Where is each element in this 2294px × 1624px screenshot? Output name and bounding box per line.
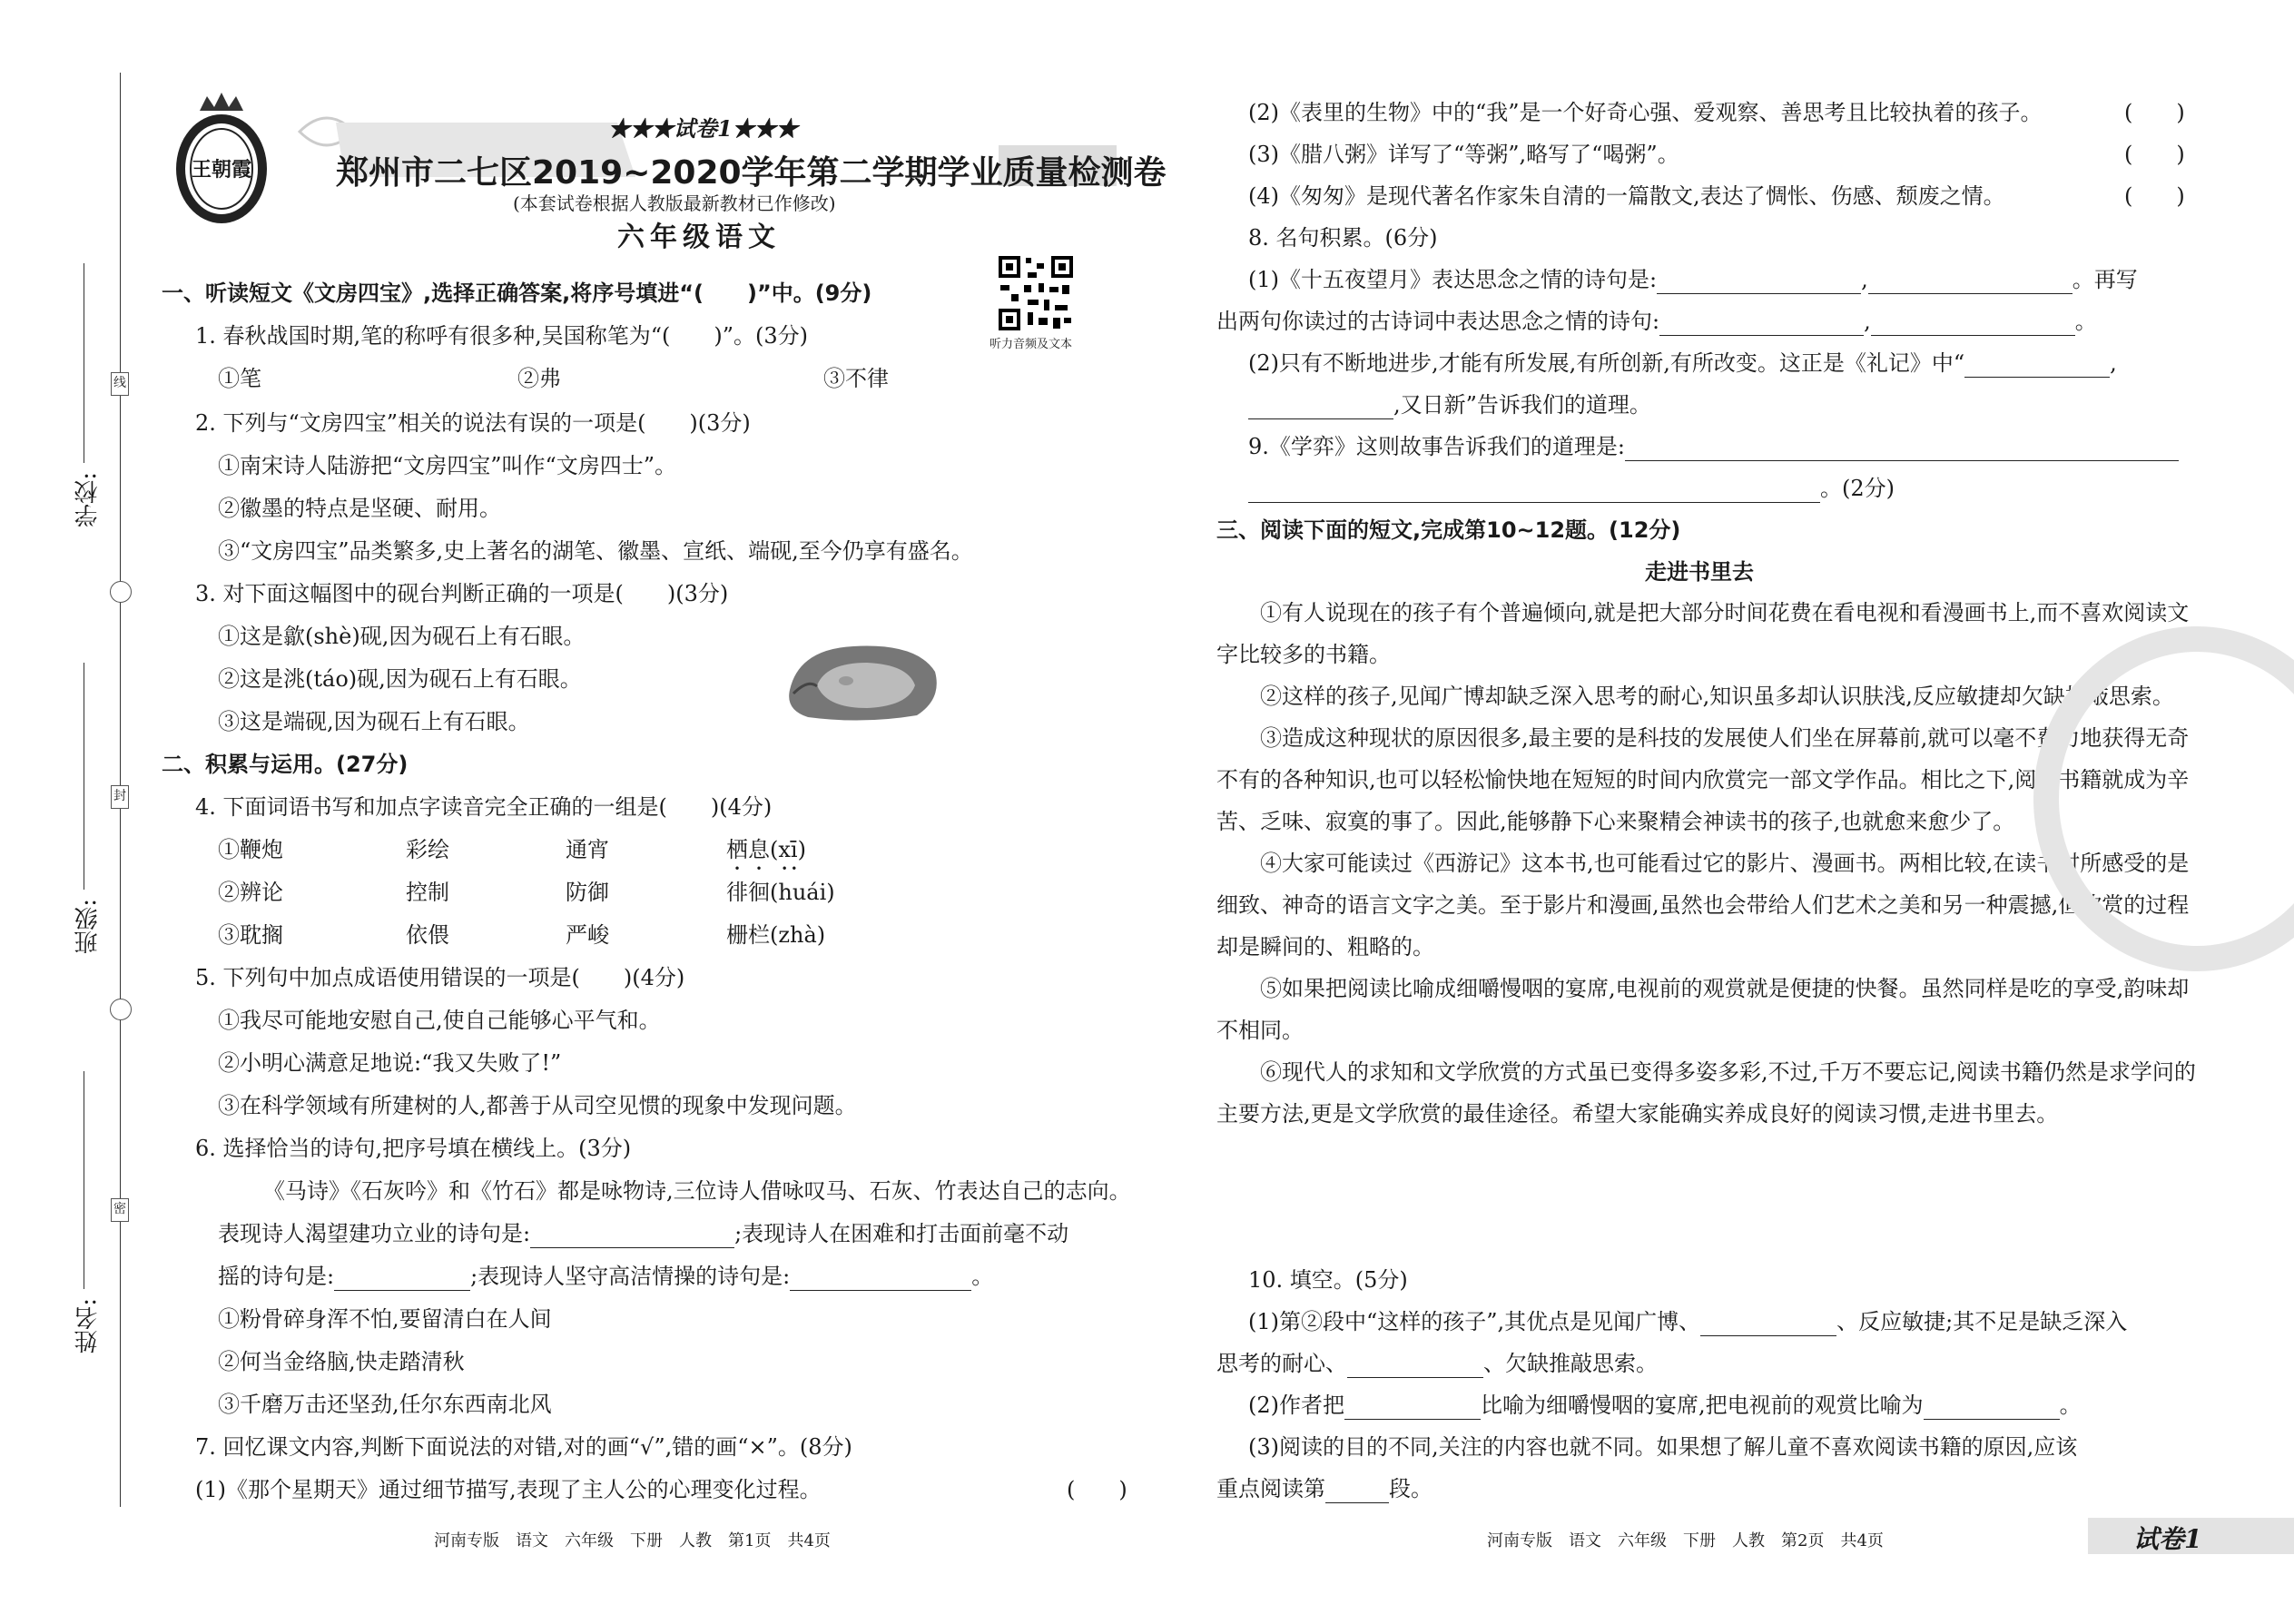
class-label: 班级: xyxy=(74,899,102,954)
q7-item-1: (1)《那个星期天》通过细节描写,表现了主人公的心理变化过程。 xyxy=(195,1477,822,1502)
qr-caption: 听力音频及文本 xyxy=(989,338,1073,351)
q8-prompt-2: 。再写 xyxy=(2072,267,2138,292)
q10-line-4: (3)阅读的目的不同,关注的内容也就不同。如果想了解儿童不喜欢阅读书籍的原因,应该 xyxy=(1248,1434,2078,1460)
seal-mark-seal: 封 xyxy=(111,785,129,809)
seal-mark-line: 线 xyxy=(111,372,129,396)
passage-paragraph-4: ④大家可能读过《西游记》这本书,也可能看过它的影片、漫画书。两相比较,在读书时所感受的是细致、神奇的语言文字之美。至于影片和漫画,虽然也会带给人们艺术之美和另一种震撼,但欣赏的过程却是瞬间的、粗略的。 xyxy=(1216,851,2190,960)
name-label: 姓名: xyxy=(74,1298,102,1353)
passage-paragraph-3: ③造成这种现状的原因很多,最主要的是科技的发展使人们坐在屏幕前,就可以毫不费力地获得无奇不有的各种知识,也可以轻松愉快地在短短的时间内欣赏完一部文学作品。相比之下,阅读书籍就成为辛苦、乏味、寂寞的事了。因此,能够静下心来聚精会神读书的孩子,也就愈来愈少了。 xyxy=(1216,725,2190,834)
q1-option-b[interactable]: ②弗 xyxy=(517,366,561,391)
q5-option-c[interactable]: ③在科学领域有所建树的人,都善于从司空见惯的现象中发现问题。 xyxy=(218,1093,857,1118)
section-3-heading: 三、阅读下面的短文,完成第10~12题。(12分) xyxy=(1216,517,1681,543)
q1-option-a[interactable]: ①笔 xyxy=(218,366,261,391)
question-4: 4. 下面词语书写和加点字读音完全正确的一组是( )(4分) xyxy=(195,794,773,820)
q8-end-1: 。 xyxy=(2074,309,2097,334)
q8-blank-5[interactable] xyxy=(1964,355,2110,378)
passage-paragraph-1: ①有人说现在的孩子有个普遍倾向,就是把大部分时间花费在看电视和看漫画书上,而不喜欢阅读文字比较多的书籍。 xyxy=(1216,600,2190,667)
q3-option-c[interactable]: ③这是端砚,因为砚石上有石眼。 xyxy=(218,709,530,734)
q7-answer-1[interactable]: ( ) xyxy=(1067,1477,1127,1502)
q7-item-3: (3)《腊八粥》详写了“等粥”,略写了“喝粥”。 xyxy=(1248,142,1679,167)
q8-line-2 xyxy=(1216,307,2097,336)
q10-blank-2[interactable] xyxy=(1347,1355,1483,1378)
question-8: 8. 名句积累。(6分) xyxy=(1248,225,1438,251)
q8-comma-3: , xyxy=(2110,350,2117,376)
logo-text: 王朝霞 xyxy=(191,158,251,182)
q10-blank-3[interactable] xyxy=(1344,1397,1481,1420)
q6-end: 。 xyxy=(971,1264,994,1289)
q6-blank-1[interactable] xyxy=(530,1225,734,1248)
q10-line-5 xyxy=(1216,1474,1433,1503)
q3-option-a[interactable]: ①这是歙(shè)砚,因为砚石上有石眼。 xyxy=(218,624,586,649)
q2-option-b[interactable]: ②徽墨的特点是坚硬、耐用。 xyxy=(218,496,501,521)
q10-line-1 xyxy=(1248,1307,2127,1336)
q6-blank-3[interactable] xyxy=(790,1268,971,1291)
q6-intro: 《马诗》《石灰吟》和《竹石》都是咏物诗,三位诗人借咏叹马、石灰、竹表达自己的志向。 xyxy=(263,1178,1131,1204)
q5-option-b[interactable]: ②小明心满意足地说:“我又失败了!” xyxy=(218,1050,562,1076)
exam-series: ★★★试卷1★★★ xyxy=(608,115,798,142)
q6-option-b: ②何当金络脑,快走踏清秋 xyxy=(218,1349,465,1374)
question-2: 2. 下列与“文房四宝”相关的说法有误的一项是( )(3分) xyxy=(195,410,751,436)
q6-blank-2[interactable] xyxy=(334,1268,470,1291)
q4-row2-col1[interactable]: ②辨论 xyxy=(218,880,283,905)
q4-row1-col1[interactable]: ①鞭炮 xyxy=(218,837,283,862)
q4-row2-col4: 徘徊(huái) xyxy=(726,880,835,905)
q10-blank-5[interactable] xyxy=(1325,1481,1389,1503)
q8-blank-4[interactable] xyxy=(1871,313,2075,336)
q7-answer-3[interactable]: ( ) xyxy=(2124,142,2185,167)
q6-prompt-2: ;表现诗人在困难和打击面前毫不动 xyxy=(734,1221,1069,1246)
question-1: 1. 春秋战国时期,笔的称呼有很多种,吴国称笔为“( )”。(3分) xyxy=(195,323,809,349)
q8-prompt-5: ,又日新”告诉我们的道理。 xyxy=(1393,392,1651,418)
q8-blank-3[interactable] xyxy=(1659,313,1864,336)
passage-paragraph-2: ②这样的孩子,见闻广博却缺乏深入思考的耐心,知识虽多却认识肤浅,反应敏捷却欠缺推敲思索。 xyxy=(1260,684,2174,709)
q4-row3-col1[interactable]: ③耽搁 xyxy=(218,922,283,948)
q8-line-3 xyxy=(1248,349,2117,378)
q9-blank-1[interactable] xyxy=(1625,438,2179,461)
passage-title: 走进书里去 xyxy=(1645,559,1754,585)
question-7: 7. 回忆课文内容,判断下面说法的对错,对的画“√”,错的画“×”。(8分) xyxy=(195,1434,852,1460)
q10-prompt-6: 比喻为细嚼慢咽的宴席,把电视前的观赏比喻为 xyxy=(1481,1393,1924,1418)
q10-end-1: 。 xyxy=(2059,1393,2082,1418)
q10-blank-1[interactable] xyxy=(1700,1314,1836,1336)
q10-end-2: 段。 xyxy=(1389,1476,1433,1501)
passage-paragraph-5: ⑤如果把阅读比喻成细嚼慢咽的宴席,电视前的观赏就是便捷的快餐。虽然同样是吃的享受,韵味却不相同。 xyxy=(1216,976,2190,1043)
q10-prompt-3: 思考的耐心、 xyxy=(1216,1351,1347,1376)
q8-blank-6[interactable] xyxy=(1248,397,1393,419)
q10-prompt-7: 重点阅读第 xyxy=(1216,1476,1325,1501)
q6-line-1 xyxy=(218,1219,1068,1248)
q2-option-c[interactable]: ③“文房四宝”品类繁多,史上著名的湖笔、徽墨、宣纸、端砚,至今仍享有盛名。 xyxy=(218,538,973,564)
q9-score: 。(2分) xyxy=(1820,476,1895,501)
page-title: 郑州市二七区2019~2020学年第二学期学业质量检测卷 xyxy=(336,154,1167,192)
q8-blank-2[interactable] xyxy=(1868,271,2072,294)
question-5: 5. 下列句中加点成语使用错误的一项是( )(4分) xyxy=(195,965,685,990)
q8-line-4 xyxy=(1248,390,1651,419)
q8-line-1 xyxy=(1248,265,2138,294)
q4-row2-col2: 控制 xyxy=(406,880,449,905)
q9-blank-2[interactable] xyxy=(1248,480,1820,503)
q1-option-c[interactable]: ③不律 xyxy=(823,366,889,391)
q2-option-a[interactable]: ①南宋诗人陆游把“文房四宝”叫作“文房四士”。 xyxy=(218,453,677,478)
q6-option-c: ③千磨万击还坚劲,任尔东西南北风 xyxy=(218,1392,552,1417)
q7-answer-4[interactable]: ( ) xyxy=(2124,183,2185,209)
q3-option-b[interactable]: ②这是洮(táo)砚,因为砚石上有石眼。 xyxy=(218,666,582,692)
q7-item-2: (2)《表里的生物》中的“我”是一个好奇心强、爱观察、善思考且比较执着的孩子。 xyxy=(1248,100,2043,125)
q4-row1-col3: 通宵 xyxy=(566,837,609,862)
section-2-heading: 二、积累与运用。(27分) xyxy=(162,752,409,777)
page-badge: 试卷1 xyxy=(2133,1524,2202,1554)
q8-comma-1: , xyxy=(1861,267,1868,292)
q4-row3-col4: 栅栏(zhà) xyxy=(726,922,826,948)
right-footer: 河南专版 语文 六年级 下册 人教 第2页 共4页 xyxy=(1487,1531,1884,1550)
passage-paragraph-6: ⑥现代人的求知和文学欣赏的方式虽已变得多姿多彩,不过,千万不要忘记,阅读书籍仍然是求学问的主要方法,更是文学欣赏的最佳途径。希望大家能确实养成良好的阅读习惯,走进书里去。 xyxy=(1216,1059,2196,1127)
q7-item-4: (4)《匆匆》是现代著名作家朱自清的一篇散文,表达了惆怅、伤感、颓废之情。 xyxy=(1248,183,2005,209)
q10-line-3 xyxy=(1248,1391,2082,1420)
q4-row1-col2: 彩绘 xyxy=(406,837,449,862)
question-9: 9.《学弈》这则故事告诉我们的道理是: xyxy=(1248,434,1625,459)
section-1-heading: 一、听读短文《文房四宝》,选择正确答案,将序号填进“( )”中。(9分) xyxy=(162,281,872,306)
left-footer: 河南专版 语文 六年级 下册 人教 第1页 共4页 xyxy=(434,1531,831,1550)
q9-line-2 xyxy=(1248,474,1895,503)
q6-option-a: ①粉骨碎身浑不怕,要留清白在人间 xyxy=(218,1306,552,1332)
publisher-logo xyxy=(172,91,271,225)
q10-line-2 xyxy=(1216,1349,1658,1378)
qr-code-icon xyxy=(997,254,1075,332)
inkstone-image xyxy=(781,635,944,730)
q8-prompt-3: 出两句你读过的古诗词中表达思念之情的诗句: xyxy=(1216,309,1660,334)
question-10: 10. 填空。(5分) xyxy=(1248,1267,1408,1293)
q9-line-1 xyxy=(1248,432,2179,461)
q8-prompt-1: (1)《十五夜望月》表达思念之情的诗句是: xyxy=(1248,267,1658,292)
binding-hole-icon xyxy=(110,581,132,603)
q4-row3-col2: 依偎 xyxy=(406,922,449,948)
q6-line-2 xyxy=(218,1262,993,1291)
q10-prompt-5: (2)作者把 xyxy=(1248,1393,1344,1418)
q7-answer-2[interactable]: ( ) xyxy=(2124,100,2185,125)
edition-note: (本套试卷根据人教版最新教材已作修改) xyxy=(513,192,836,214)
q6-prompt-1: 表现诗人渴望建功立业的诗句是: xyxy=(218,1221,531,1246)
binding-hole-icon xyxy=(110,999,132,1020)
seal-mark-secret: 密 xyxy=(111,1198,129,1222)
q10-prompt-4: 、欠缺推敲思索。 xyxy=(1483,1351,1658,1376)
q5-option-a[interactable]: ①我尽可能地安慰自己,使自己能够心平气和。 xyxy=(218,1008,661,1033)
q4-row3-col3: 严峻 xyxy=(566,922,609,948)
qr-code[interactable] xyxy=(997,254,1075,332)
q6-prompt-3: ;表现诗人坚守高洁情操的诗句是: xyxy=(470,1264,791,1289)
q4-row1-col4: 栖息(xī) xyxy=(726,837,806,862)
school-label: 学校: xyxy=(74,472,102,527)
q10-prompt-2: 、反应敏捷;其不足是缺乏深入 xyxy=(1836,1309,2128,1334)
q4-row2-col3: 防御 xyxy=(566,880,609,905)
q8-prompt-4: (2)只有不断地进步,才能有所发展,有所创新,有所改变。这正是《礼记》中“ xyxy=(1248,350,1965,376)
question-3: 3. 对下面这幅图中的砚台判断正确的一项是( )(3分) xyxy=(195,581,729,606)
q6-prompt-2-cont: 摇的诗句是: xyxy=(218,1264,335,1289)
q8-comma-2: , xyxy=(1864,309,1871,334)
subject-title: 六年级语文 xyxy=(617,221,781,253)
question-6: 6. 选择恰当的诗句,把序号填在横线上。(3分) xyxy=(195,1136,632,1161)
q10-prompt-1: (1)第②段中“这样的孩子”,其优点是见闻广博、 xyxy=(1248,1309,1701,1334)
q8-blank-1[interactable] xyxy=(1657,271,1861,294)
inkstone-icon xyxy=(781,635,944,726)
q10-blank-4[interactable] xyxy=(1924,1397,2060,1420)
